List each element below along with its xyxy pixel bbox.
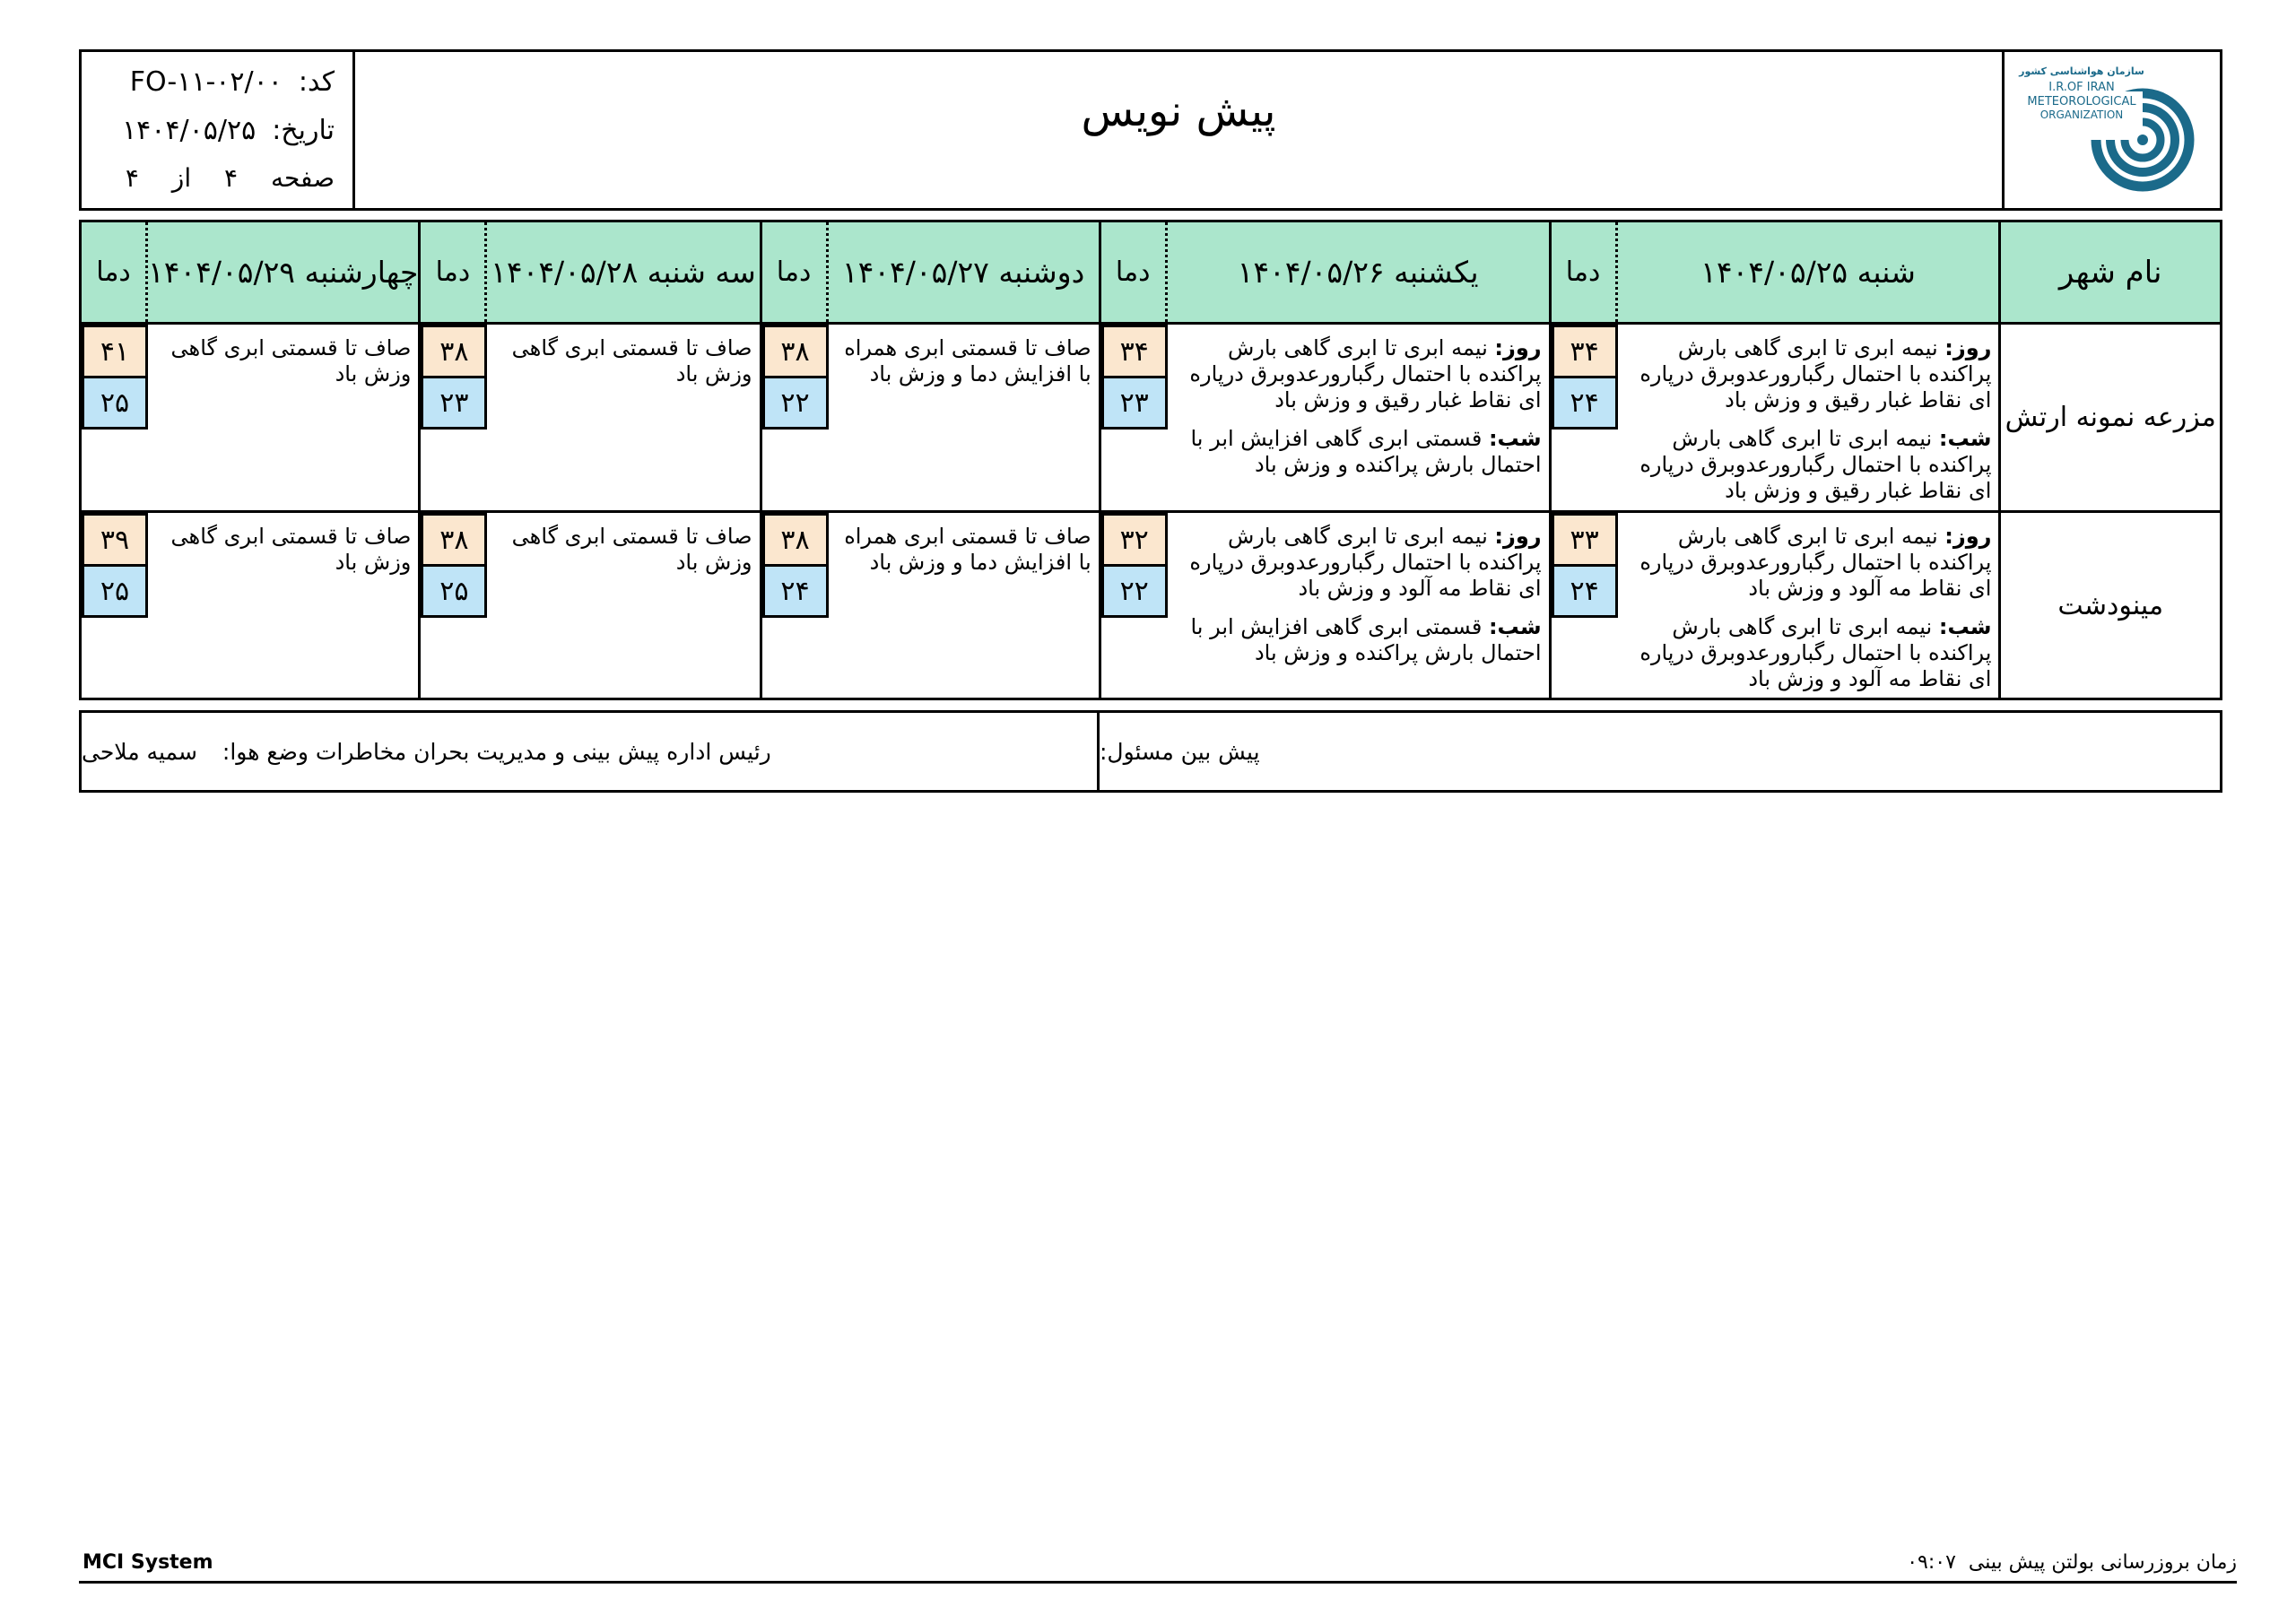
footer-divider xyxy=(79,1581,2237,1584)
day-header xyxy=(1101,222,1549,325)
min-temp: ۲۴ xyxy=(762,564,829,618)
day-forecast xyxy=(1627,335,1992,413)
day-forecast-text: نیمه ابری تا ابری گاهی بارش پراکنده با احتمال رگبارورعدوبرق درپاره ای نقاط مه آلود و وزش باد xyxy=(1189,524,1542,601)
city-row xyxy=(2001,325,2220,513)
day-header xyxy=(82,222,418,325)
day-forecast xyxy=(1177,335,1542,413)
day-title: دوشنبه ۱۴۰۴/۰۵/۲۷ xyxy=(841,255,1085,290)
forecast-table xyxy=(79,220,2222,700)
max-temp: ۳۴ xyxy=(1552,325,1618,378)
min-temp: ۲۴ xyxy=(1552,564,1618,618)
day-forecast xyxy=(1177,524,1542,602)
day-column xyxy=(418,222,759,698)
day-label: روز: xyxy=(1944,524,1992,549)
night-forecast-text: قسمتی ابری گاهی افزایش ابر با احتمال بارش پراکنده و وزش باد xyxy=(1190,426,1542,477)
update-time: ۰۹:۰۷ xyxy=(1907,1551,1956,1574)
forecast-cell xyxy=(421,513,759,698)
page-title: پیش نویس xyxy=(1081,86,1276,136)
temp-header: دما xyxy=(82,222,148,322)
page-label: صفحه xyxy=(270,163,335,193)
temp-header: دما xyxy=(1552,222,1618,322)
night-label: شب: xyxy=(1938,426,1992,451)
forecast-description xyxy=(1627,335,1992,516)
night-forecast-text: قسمتی ابری گاهی افزایش ابر با احتمال بارش پراکنده و وزش باد xyxy=(1190,614,1542,665)
day-header xyxy=(421,222,759,325)
max-temp: ۳۸ xyxy=(762,325,829,378)
day-forecast-text: نیمه ابری تا ابری گاهی بارش پراکنده با احتمال رگبارورعدوبرق درپاره ای نقاط غبار رقیق و وزش باد xyxy=(1639,335,1992,412)
code-value: FO-۱۱-۰۲/۰۰ xyxy=(129,66,283,98)
forecast-description: صاف تا قسمتی ابری گاهی وزش باد xyxy=(170,335,412,386)
forecast-description: صاف تا قسمتی ابری گاهی وزش باد xyxy=(511,335,752,386)
night-label: شب: xyxy=(1938,614,1992,639)
code-label: کد: xyxy=(298,66,335,98)
page-total: ۴ xyxy=(125,163,139,193)
day-header xyxy=(762,222,1099,325)
chief-name: سمیه ملاحی xyxy=(82,738,197,765)
page-current: ۴ xyxy=(224,163,239,193)
min-temp: ۲۲ xyxy=(1101,564,1168,618)
logo-org-fa: سازمان هواشناسی کشور xyxy=(2019,65,2144,77)
forecast-cell xyxy=(421,325,759,513)
min-temp: ۲۳ xyxy=(421,376,487,430)
day-column xyxy=(82,222,418,698)
chief-signature xyxy=(82,713,1100,790)
night-forecast-text: نیمه ابری تا ابری گاهی بارش پراکنده با احتمال رگبارورعدوبرق درپاره ای نقاط غبار رقیق و وزش باد xyxy=(1639,426,1992,503)
night-label: شب: xyxy=(1488,426,1542,451)
day-column xyxy=(1099,222,1549,698)
forecast-description xyxy=(1177,335,1542,490)
date-label: تاریخ: xyxy=(272,115,335,146)
forecast-cell xyxy=(82,325,418,513)
forecast-cell xyxy=(1552,325,1999,513)
update-time-info xyxy=(1907,1551,2237,1574)
day-label: روز: xyxy=(1494,335,1542,360)
forecaster-label: پیش بین مسئول: xyxy=(1100,738,1260,765)
document-meta xyxy=(82,52,355,208)
code-row xyxy=(130,66,335,98)
logo-org-line2: METEOROLOGICAL xyxy=(2027,95,2136,108)
chief-label: رئیس اداره پیش بینی و مدیریت بحران مخاطرات وضع هوا: xyxy=(222,738,771,765)
max-temp: ۴۱ xyxy=(82,325,148,378)
day-forecast-text: نیمه ابری تا ابری گاهی بارش پراکنده با احتمال رگبارورعدوبرق درپاره ای نقاط غبار رقیق و وزش باد xyxy=(1189,335,1542,412)
temp-header: دما xyxy=(421,222,487,322)
forecast-description: صاف تا قسمتی ابری گاهی وزش باد xyxy=(511,524,752,575)
forecaster-signature xyxy=(1100,713,2220,790)
day-label: روز: xyxy=(1944,335,1992,360)
logo-org-line1: I.R.OF IRAN xyxy=(2048,81,2115,94)
city-column xyxy=(1998,222,2220,698)
max-temp: ۳۲ xyxy=(1101,513,1168,567)
min-temp: ۲۵ xyxy=(82,376,148,430)
forecast-description xyxy=(1177,524,1542,679)
day-title: چهارشنبه ۱۴۰۴/۰۵/۲۹ xyxy=(148,255,419,290)
day-title: یکشنبه ۱۴۰۴/۰۵/۲۶ xyxy=(1237,255,1479,290)
max-temp: ۳۹ xyxy=(82,513,148,567)
max-temp: ۳۸ xyxy=(421,513,487,567)
night-forecast-text: نیمه ابری تا ابری گاهی بارش پراکنده با احتمال رگبارورعدوبرق درپاره ای نقاط مه آلود و وزش باد xyxy=(1639,614,1992,691)
night-forecast xyxy=(1627,426,1992,504)
logo-org-line3: ORGANIZATION xyxy=(2039,108,2124,121)
update-label: زمان بروزرسانی بولتن پیش بینی xyxy=(1968,1551,2237,1574)
day-forecast xyxy=(1627,524,1992,602)
logo-emblem-icon xyxy=(2005,52,2214,208)
min-temp: ۲۲ xyxy=(762,376,829,430)
day-forecast-text: نیمه ابری تا ابری گاهی بارش پراکنده با احتمال رگبارورعدوبرق درپاره ای نقاط مه آلود و وزش باد xyxy=(1639,524,1992,601)
forecast-cell xyxy=(762,513,1099,698)
day-column xyxy=(1549,222,1999,698)
night-forecast xyxy=(1177,614,1542,666)
page-of: از xyxy=(171,163,192,193)
temp-header: دما xyxy=(1101,222,1168,322)
forecast-description xyxy=(1627,524,1992,705)
page-row xyxy=(126,163,335,193)
bulletin-header xyxy=(79,49,2222,211)
day-title: سه شنبه ۱۴۰۴/۰۵/۲۸ xyxy=(491,255,756,290)
forecast-description: صاف تا قسمتی ابری گاهی وزش باد xyxy=(170,524,412,575)
day-header xyxy=(1552,222,1999,325)
date-value: ۱۴۰۴/۰۵/۲۵ xyxy=(122,115,257,146)
max-temp: ۳۸ xyxy=(421,325,487,378)
forecast-cell xyxy=(1552,513,1999,698)
max-temp: ۳۴ xyxy=(1101,325,1168,378)
min-temp: ۲۳ xyxy=(1101,376,1168,430)
night-forecast xyxy=(1627,614,1992,692)
min-temp: ۲۵ xyxy=(82,564,148,618)
night-label: شب: xyxy=(1488,614,1542,639)
forecast-cell xyxy=(82,513,418,698)
min-temp: ۲۴ xyxy=(1552,376,1618,430)
max-temp: ۳۳ xyxy=(1552,513,1618,567)
min-temp: ۲۵ xyxy=(421,564,487,618)
day-title: شنبه ۱۴۰۴/۰۵/۲۵ xyxy=(1700,255,1916,290)
forecast-cell xyxy=(762,325,1099,513)
forecast-description: صاف تا قسمتی ابری همراه با افزایش دما و وزش باد xyxy=(844,524,1091,575)
city-row xyxy=(2001,513,2220,698)
forecast-description: صاف تا قسمتی ابری همراه با افزایش دما و وزش باد xyxy=(844,335,1091,386)
max-temp: ۳۸ xyxy=(762,513,829,567)
day-label: روز: xyxy=(1494,524,1542,549)
night-forecast xyxy=(1177,426,1542,478)
forecast-cell xyxy=(1101,325,1549,513)
city-name: مزرعه نمونه ارتش xyxy=(2005,402,2216,433)
day-column xyxy=(760,222,1099,698)
system-name: MCI System xyxy=(83,1551,213,1574)
date-row xyxy=(122,115,335,146)
temp-header: دما xyxy=(762,222,829,322)
forecast-cell xyxy=(1101,513,1549,698)
signature-block xyxy=(79,710,2222,793)
city-name: مینودشت xyxy=(2057,589,2164,621)
meteorological-organization-logo xyxy=(2002,52,2220,208)
city-header: نام شهر xyxy=(2001,222,2220,325)
